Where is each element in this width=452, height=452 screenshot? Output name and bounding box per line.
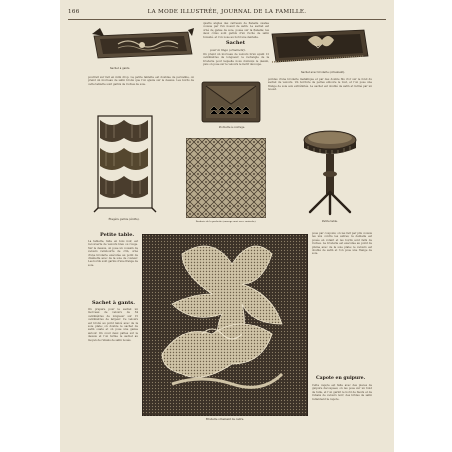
petite-table-heading: Petite table. xyxy=(100,232,135,238)
etagere-caption: Étagère garnie (étoffe). xyxy=(108,218,140,221)
petite-table-text: La tablette, faite en bois noir, est recouverte de velours bleu ou rouge. Sur le dessus, on pose un coussin de velours rembourré de crin, orné d'une broderie exécutée au point de chaînette avec de la soie de couleur. Les bords sont garnis d'une frange de soie. xyxy=(88,240,138,267)
page-header xyxy=(60,8,394,20)
pochette-illustration xyxy=(200,80,262,124)
sachet-gants-text: On prépare pour le sachet un morceau de velours de 34 centimètres de longueur sur 15 centimètres de largeur. Ce velours est brodé au point lancé avec de la soie plate; on double le sachet de satin ouaté et on pose une ganse autour. On coud deux pattes sur le dessus et l'on ferme le sachet au moyen de rubans de satin noués. xyxy=(88,308,138,342)
lace-square-caption: Broderie de la pochette (ouvrage orné avec soutache). xyxy=(195,220,257,223)
left-upper-text: pourrait sur fait en mini drop. La petite tablette est doublée de percaline, on prend un morceau de satin brodé que l'on ajuste sur le dessus. Les bords de cette tablette sont garnis de ruches de soie. xyxy=(88,76,194,86)
small-table-caption: Petite table. xyxy=(322,220,338,223)
sachet-body-text: On prend un morceau de velours brun ayant 12 centimètres de longueur; le rectangle de la broderie pour laquelle nous donnons le dessin, puis on pose sur le velours le motif découpé. xyxy=(203,53,269,67)
embroidered-sachet-caption: Sachet avec broderie (ornement). xyxy=(300,71,346,74)
sachet-heading: Sachet xyxy=(226,40,246,46)
embroidered-sachet-illustration xyxy=(268,24,372,68)
capote-text: Cette capote est faite avec des pièces de guipure découpées; on les pose sur un fond de tulle, et l'on garnit le bord de fleurs et de rubans de velours noir; des brides de satin retiennent la capote. xyxy=(312,384,372,401)
large-lace-illustration xyxy=(142,234,308,416)
page-number: 166 xyxy=(68,9,80,15)
journal-title: LA MODE ILLUSTRÉE, JOURNAL DE LA FAMILLE. xyxy=(147,9,307,15)
pochette-caption: Pochette à ouvrage. xyxy=(218,126,246,129)
lace-square-illustration xyxy=(186,138,266,218)
large-lace-caption: Broderie ornement de cadre. xyxy=(205,418,245,421)
small-table-illustration xyxy=(300,126,360,218)
top-right-text: pointes d'une broderie métallique et par des double fils d'or sur le fond du sachet de velours. Un bordure de perles entoure le tout, et l'on pose une frange de soie aux extrémités. Le sachet est doublé de satin et fermé par un noeud. xyxy=(268,78,372,92)
header-rule xyxy=(68,19,386,20)
right-column-text: posé par coupons; on les fait par plis cousus les uns contre les autres; la dentelle est posée en volant et les bords sont faits de ruches. La broderie est exécutée au point de plume avec de la soie plate; le velours est doublé de satin et l'on pose une frange de soie. xyxy=(312,232,372,256)
sachet-gants-heading: Sachet à gants. xyxy=(92,300,135,306)
etagere-illustration xyxy=(92,112,158,214)
glove-sachet-caption: Sachet à gants. xyxy=(109,67,131,70)
top-center-text: quatre angles des carreaux de flanelle ouatée cousue par l'un noeud de satin. Le sachet est orné de ganse de soie, posée sur la flanelle; les deux côtés sont garnis d'un ruché de satin tuyauté, et l'on pose au bord une dentelle. xyxy=(203,22,269,38)
capote-heading: Capote en guipure. xyxy=(316,376,366,381)
glove-sachet-illustration xyxy=(88,26,196,64)
sachet-subheading: pour le linge (ornement). xyxy=(210,48,246,52)
